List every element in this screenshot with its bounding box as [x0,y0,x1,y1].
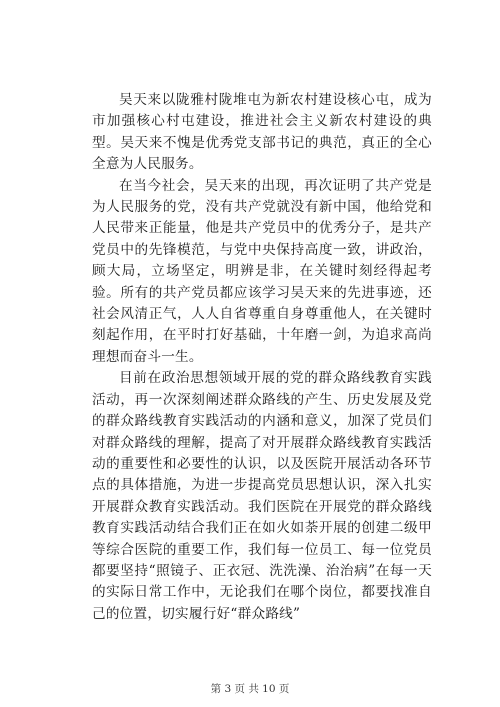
paragraph-2: 在当今社会，吴天来的出现，再次证明了共产党是为人民服务的党，没有共产党就没有新中国，他给党和人民带来正能量，他是共产党员中的优秀分子，是共产党员中的先锋模范，与党中央保持高度一致，讲政治，顾大局，立场坚定，明辨是非，在关键时刻经得起考验。所有的共产党员都应该学习吴天来的先进事迹，还社会风清正气，人人自省尊重自身尊重他人，在关键时刻起作用，在平时打好基础，十年磨一剑，为追求高尚理想而奋斗一生。 [92,177,432,365]
page-number-footer: 第 3 页 共 10 页 [210,683,290,695]
paragraph-1: 吴天来以陇雅村陇堆屯为新农村建设核心屯，成为市加强核心村屯建设，推进社会主义新农村建设的典型。吴天来不愧是优秀党支部书记的典范，真正的全心全意为人民服务。 [92,92,432,173]
paragraph-3: 目前在政治思想领域开展的党的群众路线教育实践活动，再一次深刻阐述群众路线的产生、历史发展及党的群众路线教育实践活动的内涵和意义，加深了党员们对群众路线的理解，提高了对开展群众路线教育实践活动的重要性和必要性的认识，以及医院开展活动各环节点的具体措施，为进一步提高党员思想认识，深入扎实开展群众教育实践活动。我们医院在开展党的群众路线教育实践活动结合我们正在如火如荼开展的创建二级甲等综合医院的重要工作，我们每一位员工、每一位党员都要坚持“照镜子、正衣冠、洗洗澡、治治病”在每一天的实际日常工作中，无论我们在哪个岗位，都要找准自己的位置，切实履行好“群众路线” [92,370,432,622]
document-body [92,90,432,625]
